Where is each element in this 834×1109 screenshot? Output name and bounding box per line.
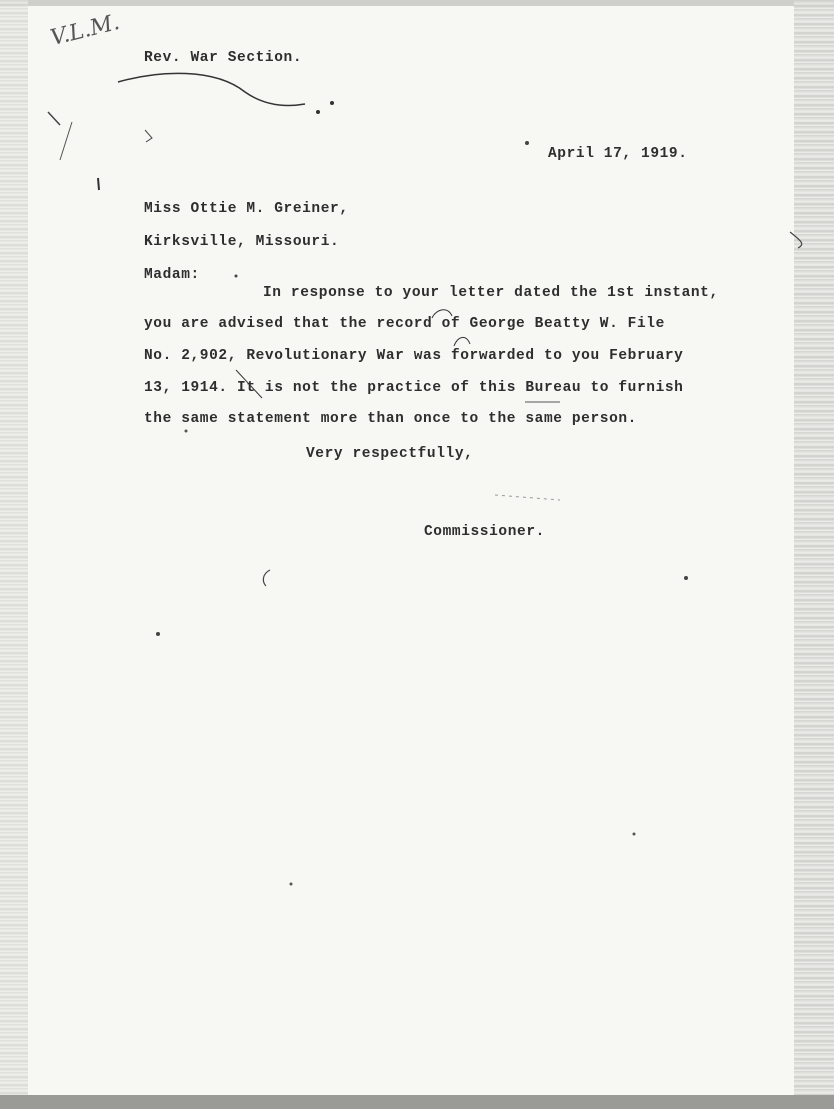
letter-date: April 17, 1919. — [548, 146, 688, 162]
body-line: 13, 1914. It is not the practice of this Bureau to furnish — [144, 380, 684, 396]
letter-closing: Very respectfully, — [306, 446, 474, 462]
signature-title: Commissioner. — [424, 524, 545, 540]
body-line: No. 2,902, Revolutionary War was forwarded to you February — [144, 348, 684, 364]
body-line: you are advised that the record of George Beatty W. File — [144, 316, 665, 332]
section-header: Rev. War Section. — [144, 50, 303, 66]
salutation: Madam: — [144, 267, 200, 283]
body-line: In response to your letter dated the 1st instant, — [263, 285, 719, 301]
addressee-city: Kirksville, Missouri. — [144, 234, 340, 250]
addressee-name: Miss Ottie M. Greiner, — [144, 201, 349, 217]
handwritten-initials: V.L.M. — [48, 9, 123, 52]
body-line: the same statement more than once to the same person. — [144, 411, 637, 427]
